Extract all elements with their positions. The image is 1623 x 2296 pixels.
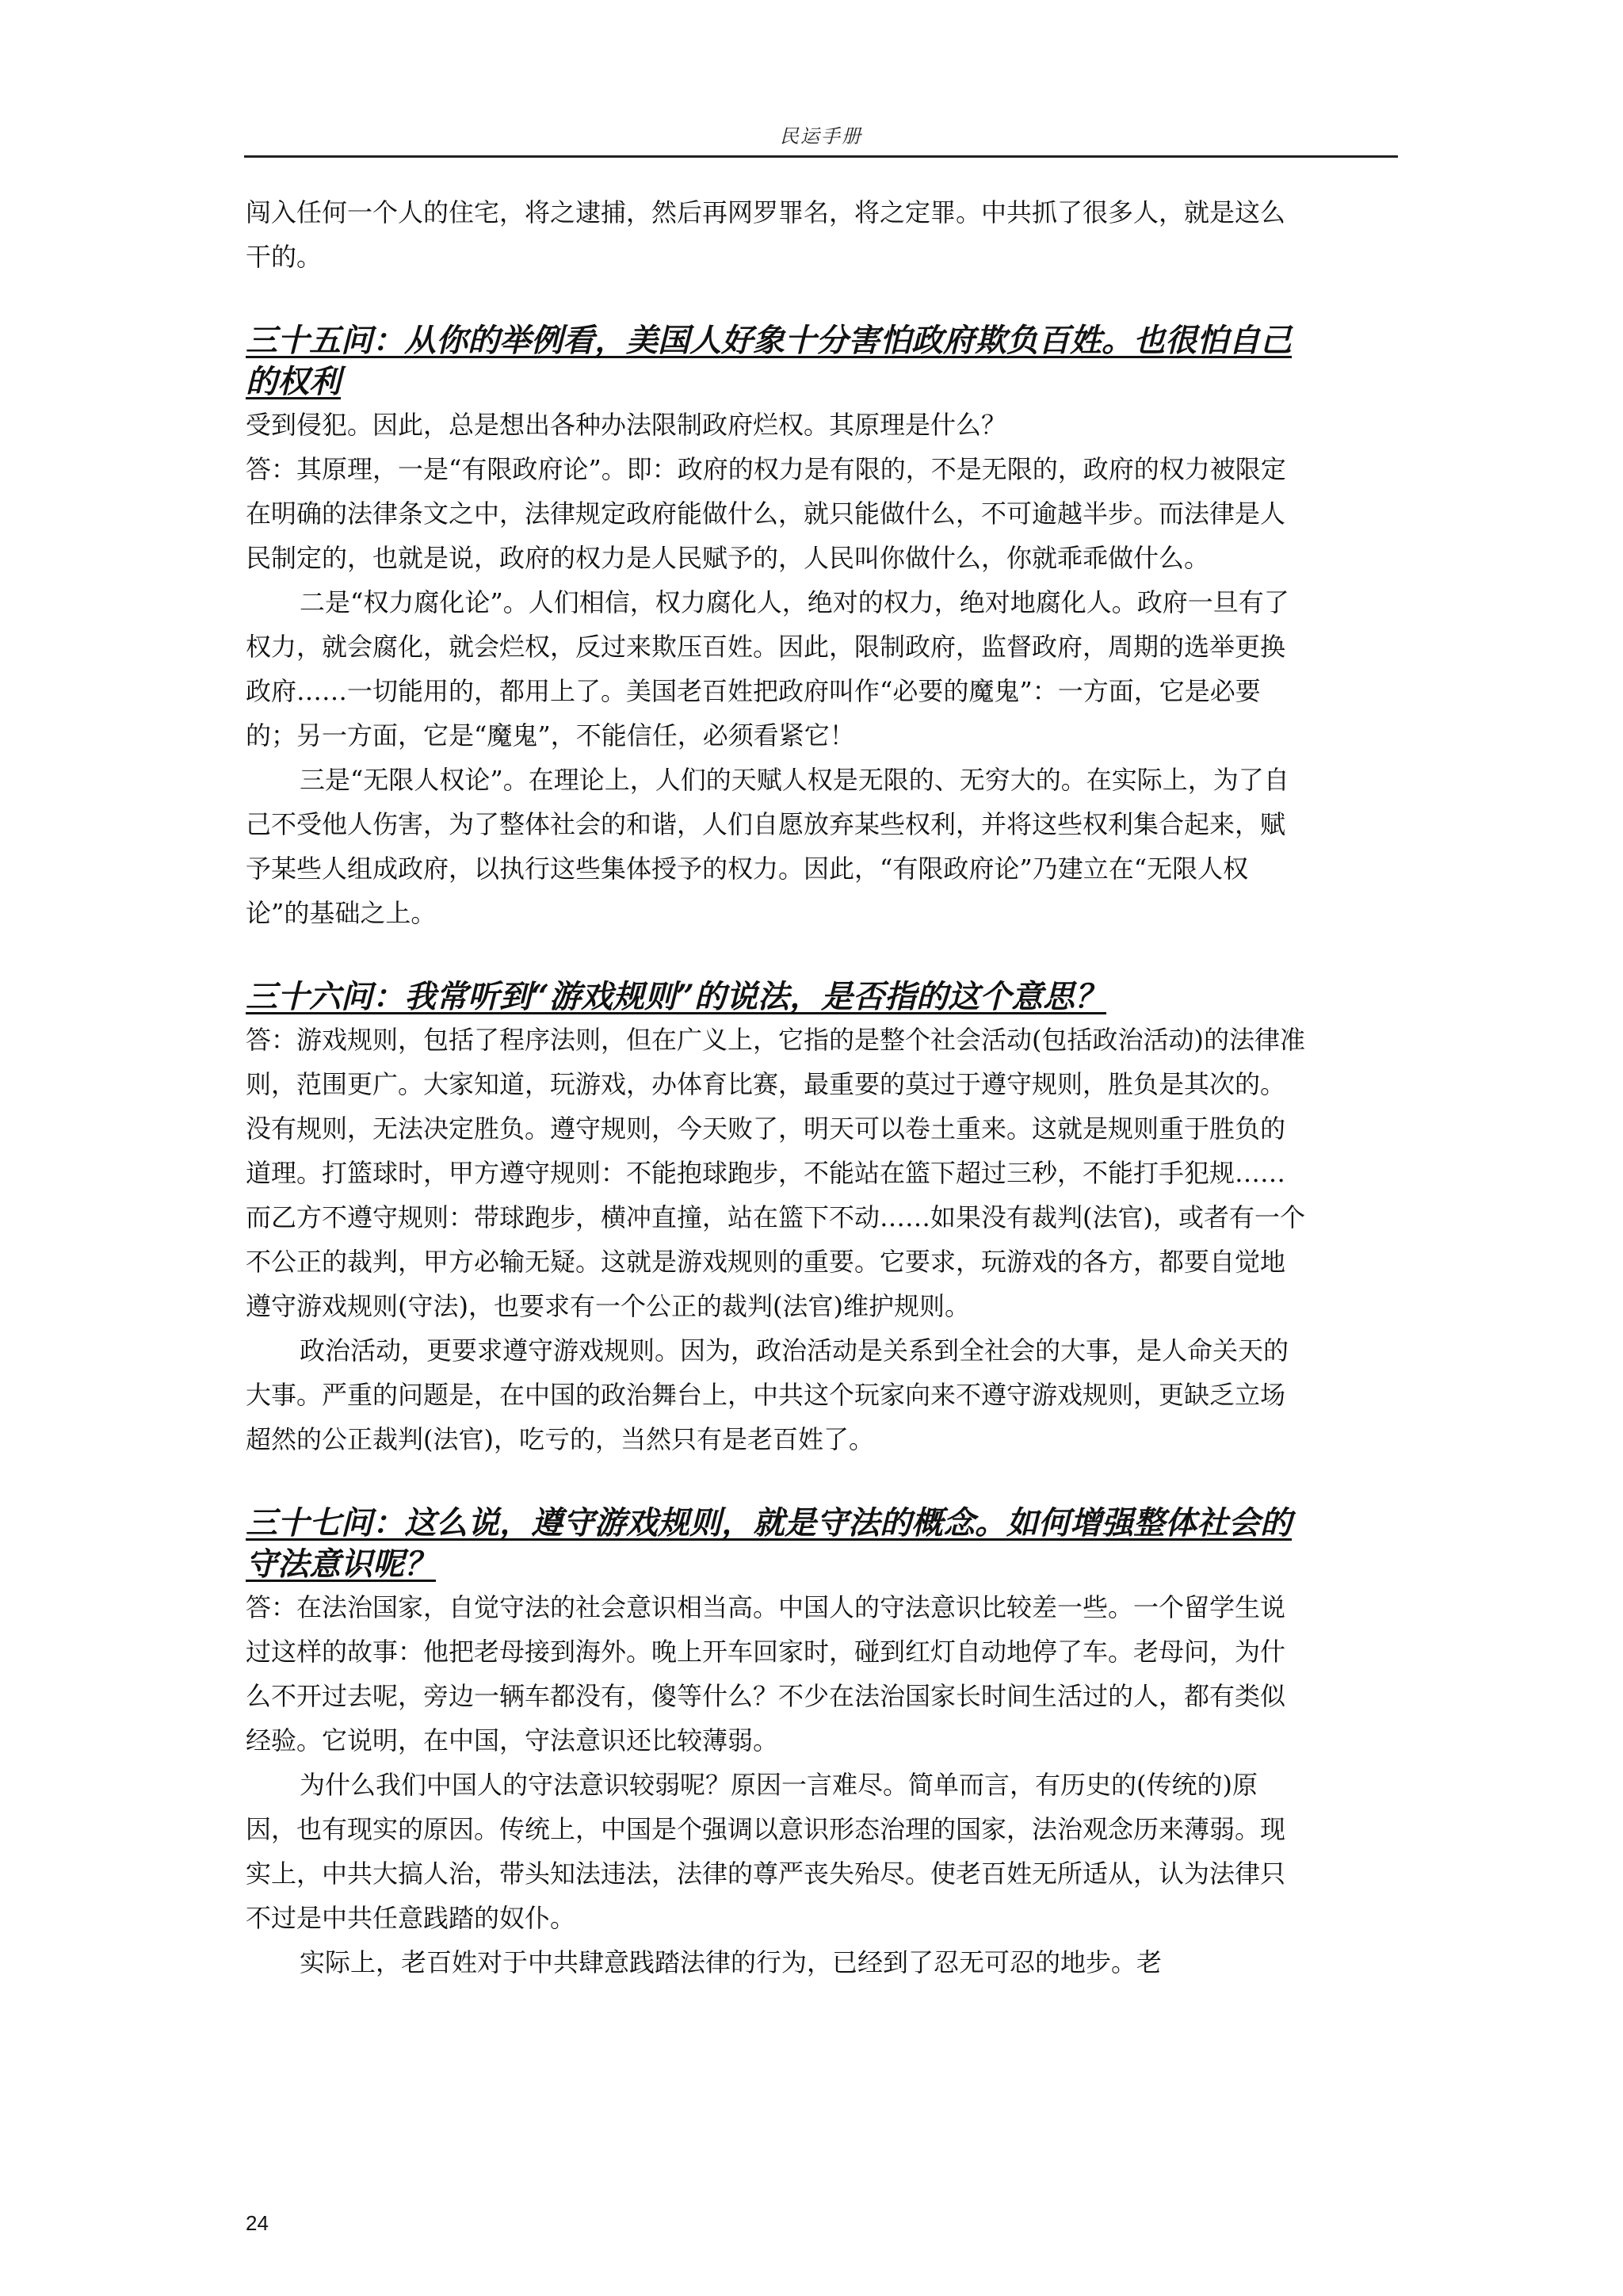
question-35-heading: 三十五问：从你的举例看，美国人好象十分害怕政府欺负百姓。也很怕自己的权利 [246, 322, 1292, 400]
header-divider [244, 155, 1398, 158]
paragraph-9: 为什么我们中国人的守法意识较弱呢？原因一言难尽。简单而言，有历史的(传统的)原因，也有现实的原因。传统上，中国是个强调以意识形态治理的国家，法治观念历来薄弱。现实上，中共大搞人治，带头知法违法，法律的尊严丧失殆尽。使老百姓无所适从，认为法律只不过是中共任意践踏的奴仆。 [246, 1770, 1286, 1933]
paragraph-7: 政治活动，更要求遵守游戏规则。因为，政治活动是关系到全社会的大事，是人命关天的大事。严重的问题是，在中国的政治舞台上，中共这个玩家向来不遵守游戏规则，更缺乏立场超然的公正裁判(法官)，吃亏的，当然只有是老百姓了。 [246, 1335, 1289, 1454]
paragraph-1: 闯入任何一个人的住宅，将之逮捕，然后再网罗罪名，将之定罪。中共抓了很多人，就是这么干的。 [246, 197, 1286, 272]
paragraph-2: 受到侵犯。因此，总是想出各种办法限制政府烂权。其原理是什么？ [246, 410, 1007, 440]
paragraph-3: 答：其原理，一是“有限政府论”。即：政府的权力是有限的，不是无限的，政府的权力被限定在明确的法律条文之中，法律规定政府能做什么，就只能做什么，不可逾越半步。而法律是人民制定的，也就是说，政府的权力是人民赋予的，人民叫你做什么，你就乖乖做什么。 [246, 454, 1286, 573]
paragraph-5: 三是“无限人权论”。在理论上，人们的天赋人权是无限的、无穷大的。在实际上，为了自己不受他人伤害，为了整体社会的和谐，人们自愿放弃某些权利，并将这些权利集合起来，赋予某些人组成政府，以执行这些集体授予的权力。因此，“有限政府论”乃建立在“无限人权论”的基础之上。 [246, 765, 1289, 928]
paragraph-8: 答：在法治国家，自觉守法的社会意识相当高。中国人的守法意识比较差一些。一个留学生说过这样的故事：他把老母接到海外。晚上开车回家时，碰到红灯自动地停了车。老母问，为什么不开过去呢，旁边一辆车都没有，傻等什么？不少在法治国家长时间生活过的人，都有类似经验。它说明，在中国，守法意识还比较薄弱。 [246, 1592, 1286, 1755]
paragraph-4: 二是“权力腐化论”。人们相信，权力腐化人，绝对的权力，绝对地腐化人。政府一旦有了权力，就会腐化，就会烂权，反过来欺压百姓。因此，限制政府，监督政府，周期的选举更换政府……一切能用的，都用上了。美国老百姓把政府叫作“必要的魔鬼”：一方面，它是必要的；另一方面，它是“魔鬼”，不能信任，必须看紧它！ [246, 587, 1289, 751]
question-36-heading: 三十六问：我常听到“游戏规则”的说法，是否指的这个意思？ [246, 978, 1107, 1015]
running-header: 民运手册 [780, 125, 862, 147]
page-number: 24 [246, 2211, 269, 2235]
question-37-heading: 三十七问：这么说，遵守游戏规则，就是守法的概念。如何增强整体社会的守法意识呢？ [246, 1504, 1292, 1583]
body-text [246, 190, 1308, 1985]
paragraph-10: 实际上，老百姓对于中共肆意践踏法律的行为，已经到了忍无可忍的地步。老 [300, 1947, 1163, 1977]
paragraph-6: 答：游戏规则，包括了程序法则，但在广义上，它指的是整个社会活动(包括政治活动)的法律准则，范围更广。大家知道，玩游戏，办体育比赛，最重要的莫过于遵守规则，胜负是其次的。没有规则，无法决定胜负。遵守规则，今天败了，明天可以卷土重来。这就是规则重于胜负的道理。打篮球时，甲方遵守规则：不能抱球跑步，不能站在篮下超过三秒，不能打手犯规……而乙方不遵守规则：带球跑步，横冲直撞，站在篮下不动……如果没有裁判(法官)，或者有一个不公正的裁判，甲方必输无疑。这就是游戏规则的重要。它要求，玩游戏的各方，都要自觉地遵守游戏规则(守法)，也要求有一个公正的裁判(法官)维护规则。 [246, 1025, 1305, 1321]
